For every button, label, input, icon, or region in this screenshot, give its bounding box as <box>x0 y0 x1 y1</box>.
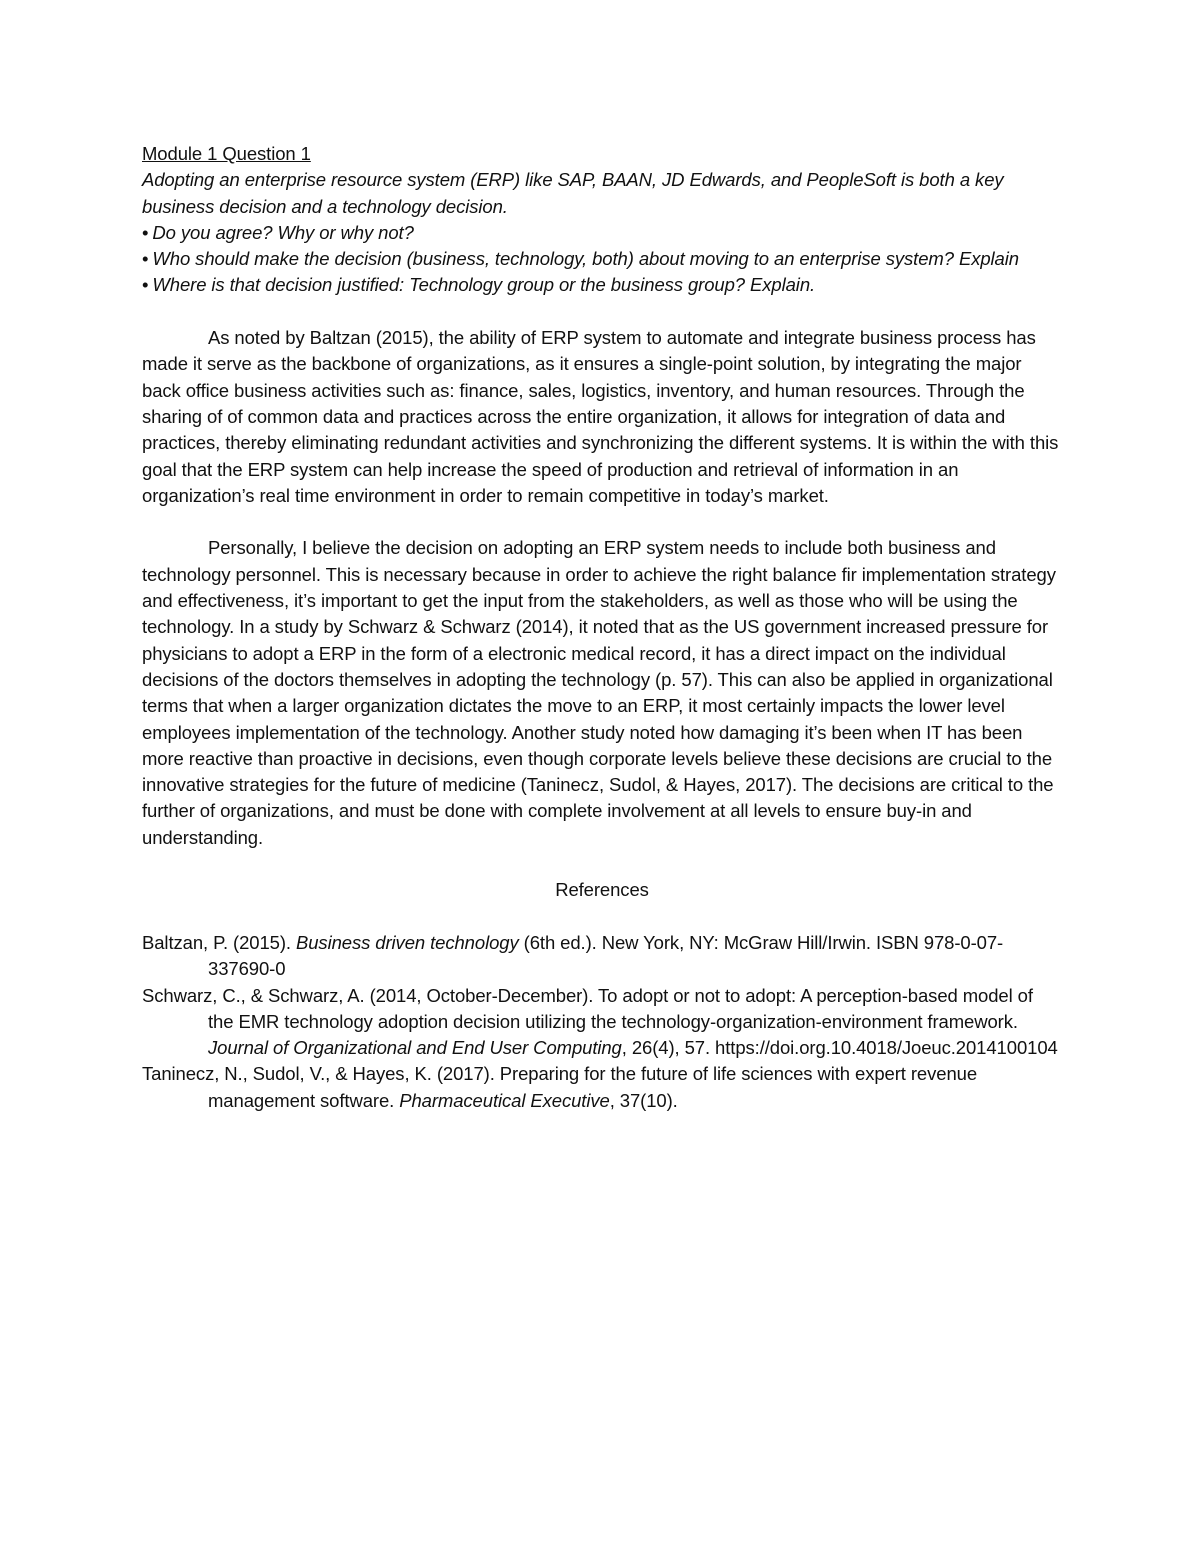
body-paragraph-2: Personally, I believe the decision on adopting an ERP system needs to include both business and technology personnel. This is necessary because in order to achieve the right balance fir implementation strategy and effectiveness, it’s important to get the input from the stakeholders, as well as those who will be using the technology. In a study by Schwarz & Schwarz (2014), it noted that as the US government increased pressure for physicians to adopt a ERP in the form of a electronic medical record, it has a direct impact on the individual decisions of the doctors themselves in adopting the technology (p. 57). This can also be applied in organizational terms that when a larger organization dictates the move to an ERP, it most certainly impacts the lower level employees implementation of the technology. Another study noted how damaging it’s been when IT has been more reactive than proactive in decisions, even though corporate levels believe these decisions are crucial to the innovative strategies for the future of medicine (Taninecz, Sudol, & Hayes, 2017). The decisions are critical to the further of organizations, and must be done with complete involvement at all levels to ensure buy-in and understanding. <box>142 537 1056 848</box>
spacer <box>142 299 1062 325</box>
prompt-bullet-2 <box>142 246 1062 272</box>
reference-item <box>142 930 1062 983</box>
reference-text: Taninecz, N., Sudol, V., & Hayes, K. (2017). Preparing for the future of life sciences with expert revenue management software. <box>142 1063 978 1111</box>
prompt-bullet-text: Do you agree? Why or why not? <box>152 221 414 243</box>
bullet-icon: • <box>142 221 149 243</box>
reference-item <box>142 1061 1062 1114</box>
reference-title-italic: Business driven technology <box>295 931 519 953</box>
reference-text: (6th ed.). New York, NY: McGraw Hill/Irwin. ISBN 978-0-07-337690-0 <box>208 931 1004 980</box>
reference-text: , 26(4), 57. https://doi.org.10.4018/Joeuc.2014100104 <box>621 1037 1058 1059</box>
spacer <box>142 904 1062 930</box>
body-paragraph-1: As noted by Baltzan (2015), the ability of ERP system to automate and integrate business process has made it serve as the backbone of organizations, as it ensures a single-point solution, by integrating the major back office business activities such as: finance, sales, logistics, inventory, and human resources. Through the sharing of of common data and practices across the entire organization, it allows for integration of data and practices, thereby eliminating redundant activities and synchronizing the different systems. It is within the with this goal that the ERP system can help increase the speed of production and retrieval of information in an organization’s real time environment in order to remain competitive in today’s market. <box>142 327 1059 506</box>
reference-title-italic: Pharmaceutical Executive <box>399 1089 610 1111</box>
spacer <box>142 509 1062 535</box>
reference-text: , 37(10). <box>609 1089 678 1111</box>
prompt-bullet-text: Who should make the decision (business, technology, both) about moving to an enterprise system? Explain <box>152 248 1019 270</box>
prompt-bullet-3 <box>142 272 1062 298</box>
reference-item <box>142 983 1062 1062</box>
bullet-icon: • <box>142 248 149 270</box>
spacer <box>142 851 1062 877</box>
reference-text: Schwarz, C., & Schwarz, A. (2014, October-December). To adopt or not to adopt: A perception-based model of the EMR technology adoption decision utilizing the technology-organization-environment framework. <box>142 984 1033 1032</box>
prompt-bullet-text: Where is that decision justified: Technology group or the business group? Explain. <box>152 274 816 296</box>
references-title: References <box>555 879 649 901</box>
question-prompt <box>142 167 1062 298</box>
prompt-intro: Adopting an enterprise resource system (ERP) like SAP, BAAN, JD Edwards, and PeopleSoft is both a key business decision and a technology decision. <box>142 169 1004 217</box>
module-heading: Module 1 Question 1 <box>142 143 311 164</box>
prompt-bullet-1 <box>142 220 1062 246</box>
reference-title-italic: Journal of Organizational and End User Computing <box>208 1037 622 1059</box>
document-page <box>142 141 1062 1114</box>
reference-text: Baltzan, P. (2015). <box>142 931 296 953</box>
bullet-icon: • <box>142 274 149 296</box>
